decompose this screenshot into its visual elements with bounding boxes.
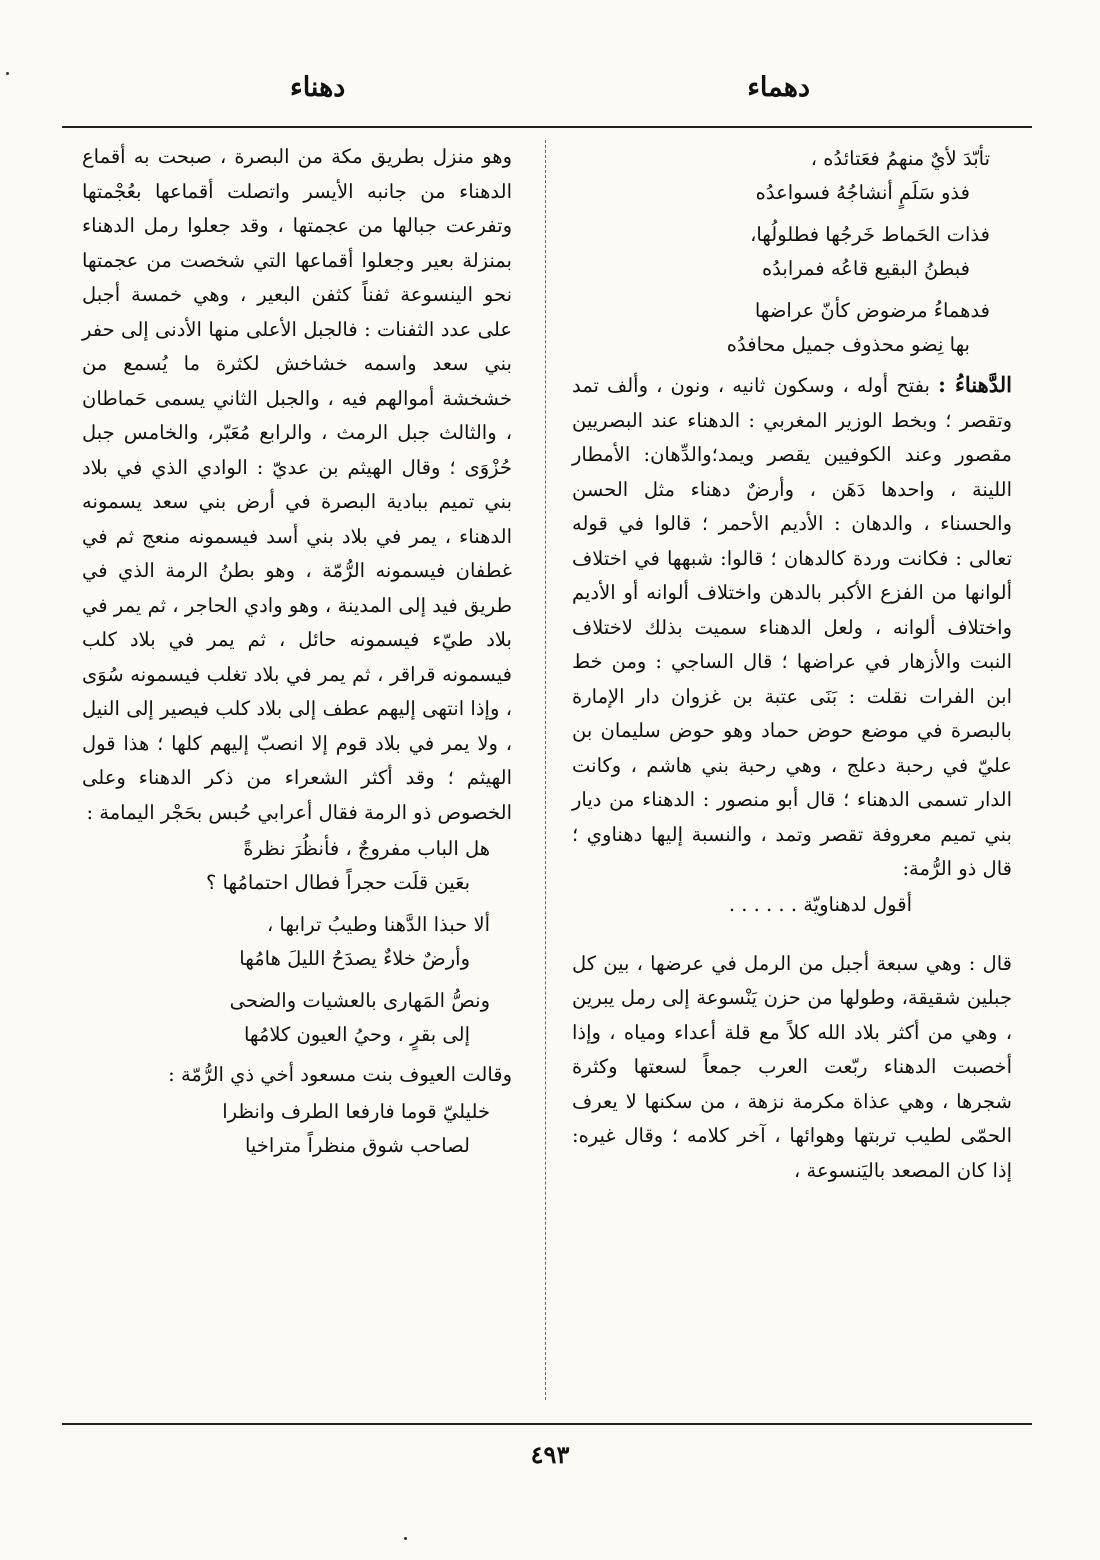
verse-line: تأبّدَ لأيٌ منهمُ فعَتائدُه ، (810, 147, 990, 170)
poem-excerpt (82, 1095, 512, 1163)
right-column (572, 140, 1012, 1188)
entry-paragraph (572, 368, 1012, 887)
verse-line: ألا حبذا الدَّهنا وطيبُ ترابها ، (266, 913, 490, 936)
verse-line: فبطنُ البقيع قاعُه فمرابدُه (761, 257, 970, 280)
entry-headword: الدَّهناءُ : (938, 372, 1012, 397)
entry-paragraph: قال : وهي سبعة أجبل من الرمل في عرضها ، بين كل جبلين شقيقة، وطولها من حزن يَنْسوعة إلى رمل يبرين ، وهي من أكثر بلاد الله كلاً مع قلة أعداء ومياه ، وإذا أخصبت الدهناء ربّعت العرب جمعاً لسعتها وكثرة شجرها ، وهي عذاة مكرمة نزهة ، من سكنها لا يعرف الحمّى لطيب تربتها وهوائها ، آخر كلامه ؛ وقال غيره: إذا كان المصعد باليَنسوعة ، (572, 951, 1012, 1182)
verse-line: فذات الحَماط خَرجُها فطلولُها، (750, 223, 990, 246)
verse-line: ونصُّ المَهارى بالعشيات والضحى (229, 989, 490, 1012)
verse-fragment: أقول لدهناويّة . . . . . . (728, 892, 912, 916)
verse-line: خليليّ قوما فارفعا الطرف وانظرا (222, 1099, 490, 1123)
verse-line: بها نِضو محذوف جميل محافدُه (726, 333, 970, 356)
scan-speck (404, 1537, 407, 1540)
poem-excerpt (572, 142, 1012, 362)
verse-line: وأرضٌ خلاءٌ يصدَحُ الليلَ هامُها (239, 947, 470, 970)
running-head-left: دهناء (290, 72, 346, 103)
verse-line: بعَين قلَت حجراً فطال احتمامُها ؟ (205, 871, 470, 894)
verse-line: فذو سَلَمٍ أنشاجُهُ فسواعدُه (755, 181, 970, 204)
verse-line: لصاحب شوق منظراً متراخيا (244, 1133, 470, 1157)
entry-text: بفتح أوله ، وسكون ثانيه ، ونون ، وألف تمد وتقصر ؛ وبخط الوزير المغربي : الدهناء عند البصريين مقصور وعند الكوفيين يقصر ويمد؛والدِّهان: الأمطار اللينة ، واحدها دَهَن ، وأرضٌ دهناء مثل الحسن والحسناء ، والدهان : الأديم الأحمر ؛ قالوا في قوله تعالى : فكانت وردة كالدهان ؛ قالوا: شبهها في اختلاف ألوانها من الفزع الأكبر بالدهن واختلاف ألوانه أو الأديم واختلاف ألوانه ، ولعل الدهناء سميت بذلك لاختلاف النبت والأزهار في عراضها ؛ قال الساجي : ومن خط ابن الفرات نقلت : بَنَى عتبة بن غزوان دار الإمارة بالبصرة في موضع حوض حماد وهو حوض سليمان بن عليّ في رحبة دعلج ، وهي رحبة بني هاشم ، وكانت الدار تسمى الدهناء ؛ قال أبو منصور : الدهناء من ديار بني تميم معروفة تقصر وتمد ، والنسبة إليها دهناوي ؛ قال ذو الرُّمة: (572, 374, 1012, 880)
column-divider (545, 140, 546, 1400)
verse-line: هل الباب مفروجٌ ، فأنظُرَ نظرةً (243, 837, 490, 860)
poem-excerpt (82, 832, 512, 1052)
entry-paragraph: وهو منزل بطريق مكة من البصرة ، صبحت به أقماع الدهناء من جانبه الأيسر واتصلت أقماعها بعُجْمتها وتفرعت جبالها من عجمتها ، وقد جعلوا رمل الدهناء بمنزلة بعير وجعلوا أقماعها التي شخصت من عجمتها نحو الينسوعة ثفناً كثفن البعير ، وهي خمسة أجبل على عدد الثفنات : فالجبل الأعلى منها الأدنى إلى حفر بني سعد واسمه خشاخش لكثرة ما يُسمع من خشخشة أموالهم فيه ، والجبل الثاني يسمى حَماطان ، والثالث جبل الرمث ، والرابع مُعَبّر، والخامس جبل حُزْوَى ؛ وقال الهيثم بن عديّ : الوادي الذي في بلاد بني تميم ببادية البصرة في أرض بني سعد يسمونه الدهناء ، يمر في بلاد بني أسد فيسمونه منعج ثم في غطفان فيسمونه الرُّمّة ، وهو بطنُ الرمة الذي في طريق فيد إلى المدينة ، وهو وادي الحاجر ، ثم يمر في بلاد طيّء فيسمونه حائل ، ثم يمر في بلاد كلب فيسمونه قراقر ، ثم يمر في بلاد تغلب فيسمونه سُوَى ، وإذا انتهى إليهم عطف إلى بلاد كلب فيصير إلى النيل ، ولا يمر في بلاد قوم إلا انصبّ إليهم كلها ؛ هذا قول الهيثم ؛ وقد أكثر الشعراء من ذكر الدهناء وعلى الخصوص ذو الرمة فقال أعرابي حُبس بحَجْر اليمامة : (82, 145, 512, 824)
header-rule (62, 126, 1032, 128)
verse-line: إلى بقرٍ ، وحيُ العيون كلامُها (243, 1023, 470, 1046)
left-column (82, 140, 512, 1169)
footer-rule (62, 1423, 1032, 1425)
entry-paragraph: وقالت العيوف بنت مسعود أخي ذي الرُّمّة : (168, 1063, 512, 1086)
verse-line: فدهماءُ مرضوض كأنّ عراضها (754, 299, 990, 322)
scan-speck (6, 72, 9, 75)
running-head-right: دهماء (747, 72, 810, 103)
page-number: ٤٩٣ (530, 1440, 570, 1469)
